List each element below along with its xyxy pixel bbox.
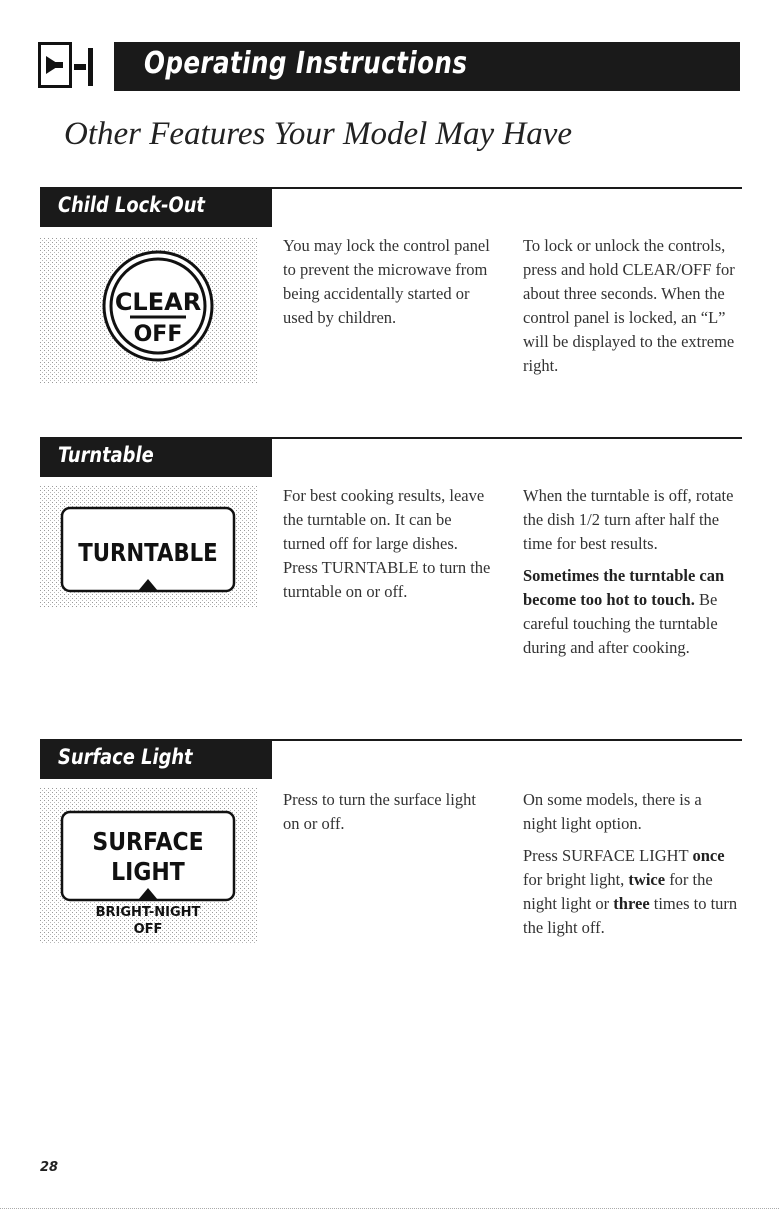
off-sub-label: OFF — [133, 922, 163, 937]
microwave-pointer-icon — [38, 42, 94, 88]
surface-light-button-illustration — [40, 788, 258, 943]
clear-label: CLEAR — [114, 288, 202, 316]
page-number: 28 — [40, 1160, 59, 1175]
light-label: LIGHT — [111, 856, 185, 887]
header-title: Operating Instructions — [144, 46, 468, 81]
turntable-col2: When the turntable is off, rotate the dish 1/2 turn after half the time for best results. Sometimes the turntable can become too hot to touch. Be careful touching the turntable during and after cooking. — [523, 486, 734, 657]
bright-night-label: BRIGHT-NIGHT — [95, 905, 201, 920]
off-label: OFF — [133, 322, 183, 347]
surface-light-col2: On some models, there is a night light option. Press SURFACE LIGHT once for bright light, twice for the night light or three times to turn the light off. — [523, 790, 738, 937]
turntable-button-illustration — [40, 486, 258, 608]
turntable-warning: Sometimes the turntable can become too hot to touch. — [523, 566, 725, 609]
child-lock-col2: To lock or unlock the controls, press and hold CLEAR/OFF for about three seconds. When the control panel is locked, an “L” will be displayed to the extreme right. — [523, 236, 735, 375]
page-title: Other Features Your Model May Have — [64, 116, 573, 152]
surface-label: SURFACE — [92, 826, 204, 857]
bottom-rule — [0, 1208, 779, 1210]
turntable-col1: For best cooking results, leave the turntable on. It can be turned off for large dishes. Press TURNTABLE to turn the turntable on or off. — [283, 486, 491, 601]
surface-light-col1: Press to turn the surface light on or off. — [283, 790, 476, 833]
turntable-label: TURNTABLE — [78, 538, 218, 568]
section-label: Surface Light — [58, 745, 193, 769]
clear-off-button-illustration — [40, 238, 258, 383]
section-label: Child Lock-Out — [58, 193, 205, 217]
child-lock-col1: You may lock the control panel to prevent the microwave from being accidentally started or used by children. — [283, 236, 490, 327]
section-label: Turntable — [58, 443, 154, 467]
